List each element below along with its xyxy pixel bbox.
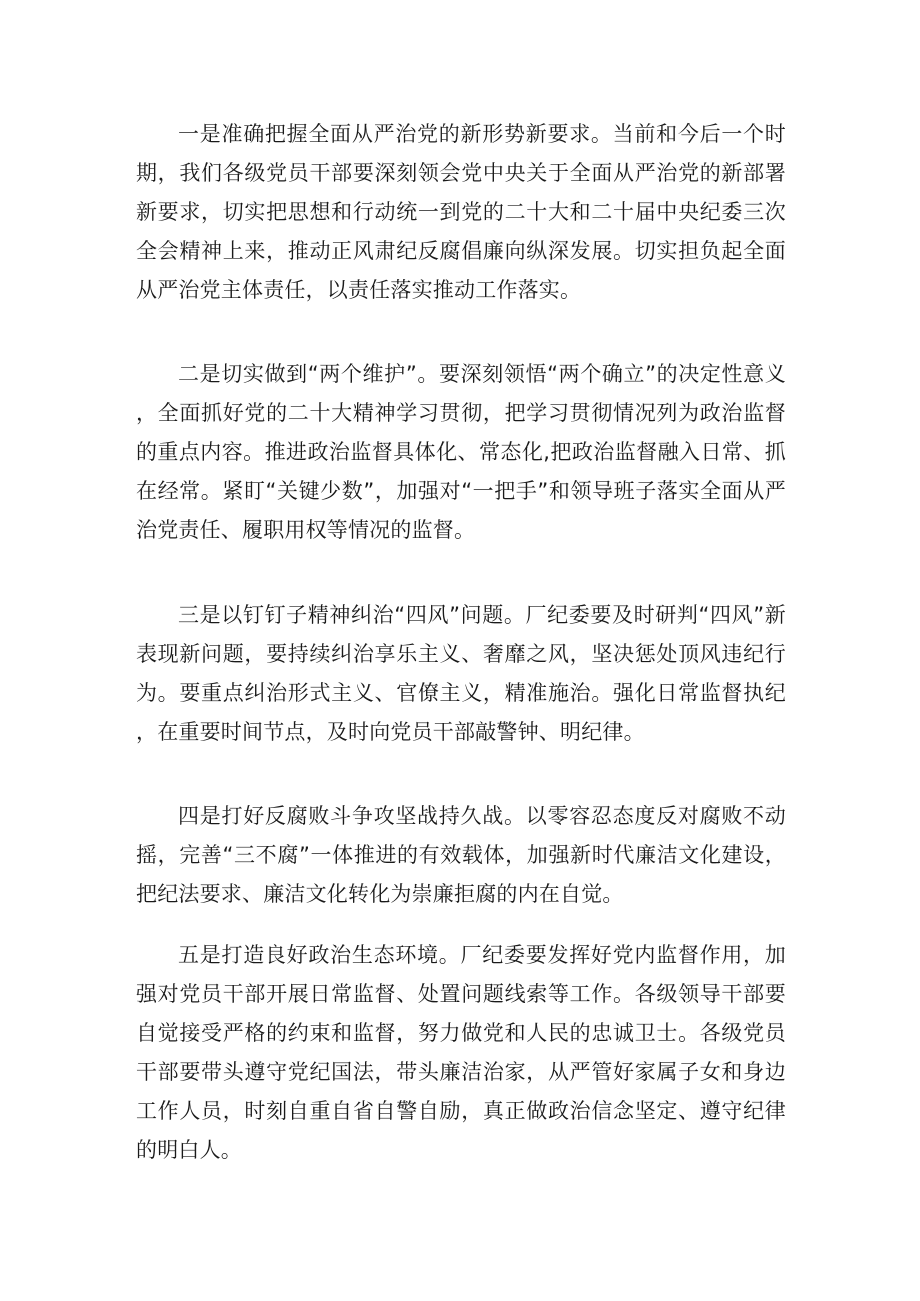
paragraph-1: 一是准确把握全面从严治党的新形势新要求。当前和今后一个时期，我们各级党员干部要深刻领会党中央关于全面从严治党的新部署新要求，切实把思想和行动统一到党的二十大和二十届中央纪委三次全会精神上来，推动正风肃纪反腐倡廉向纵深发展。切实担负起全面从严治党主体责任，以责任落实推动工作落实。 bbox=[136, 122, 786, 302]
paragraph-2: 二是切实做到“两个维护”。要深刻领悟“两个确立”的决定性意义，全面抓好党的二十大精神学习贯彻，把学习贯彻情况列为政治监督的重点内容。推进政治监督具体化、常态化,把政治监督融入日常、抓在经常。紧盯“关键少数”，加强对“一把手”和领导班子落实全面从严治党责任、履职用权等情况的监督。 bbox=[136, 362, 786, 542]
paragraph-4: 四是打好反腐败斗争攻坚战持久战。以零容忍态度反对腐败不动摇，完善“三不腐”一体推进的有效载体，加强新时代廉洁文化建设，把纪法要求、廉洁文化转化为崇廉拒腐的内在自觉。 bbox=[136, 804, 786, 906]
paragraph-3: 三是以钉钉子精神纠治“四风”问题。厂纪委要及时研判“四风”新表现新问题，要持续纠治享乐主义、奢靡之风，坚决惩处顶风违纪行为。要重点纠治形式主义、官僚主义，精准施治。强化日常监督执纪，在重要时间节点，及时向党员干部敲警钟、明纪律。 bbox=[136, 603, 786, 744]
paragraph-5: 五是打造良好政治生态环境。厂纪委要发挥好党内监督作用，加强对党员干部开展日常监督、处置问题线索等工作。各级领导干部要自觉接受严格的约束和监督，努力做党和人民的忠诚卫士。各级党员干部要带头遵守党纪国法，带头廉洁治家，从严管好家属子女和身边工作人员，时刻自重自省自警自励，真正做政治信念坚定、遵守纪律的明白人。 bbox=[136, 943, 786, 1162]
